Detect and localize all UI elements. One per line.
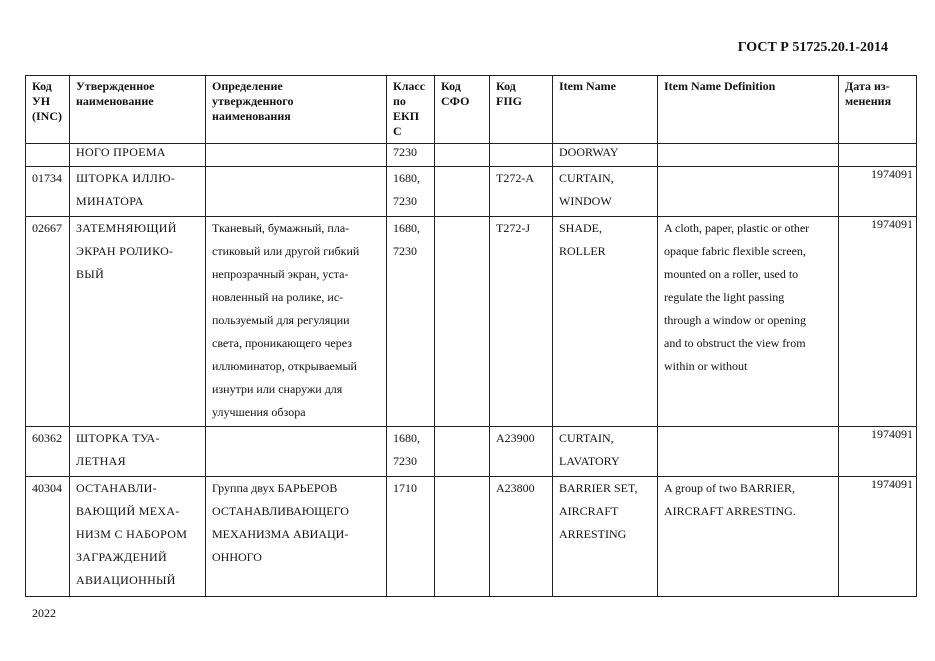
cell-line: МИНАТОРА (76, 194, 144, 208)
approved-name-cell (70, 167, 206, 217)
change-date-cell (839, 217, 917, 427)
header-item-name-definition (658, 76, 839, 144)
cell-line: непрозрачный экран, уста- (212, 267, 349, 281)
change-date-cell (839, 427, 917, 477)
definition-cell (206, 217, 387, 427)
cell-line: opaque fabric flexible screen, (664, 244, 806, 258)
cell-line: 60362 (32, 431, 62, 445)
table-row (26, 167, 917, 217)
table-row (26, 477, 917, 597)
cell-line: ВАЮЩИЙ МЕХА- (76, 504, 180, 518)
header-line: Определение (212, 79, 283, 93)
sfo-cell (435, 217, 490, 427)
header-class-ekps (387, 76, 435, 144)
header-line: Код (32, 79, 52, 93)
class-cell (387, 167, 435, 217)
cell-line: DOORWAY (559, 145, 619, 159)
cell-line: ВЫЙ (76, 267, 105, 281)
header-line: FIIG (496, 94, 523, 108)
class-cell (387, 477, 435, 597)
class-cell (387, 427, 435, 477)
cell-line: 7230 (393, 145, 417, 159)
cell-line: through a window or opening (664, 313, 806, 327)
table-body (26, 144, 917, 597)
cell-line: ЛЕТНАЯ (76, 454, 126, 468)
header-line: Item Name (559, 79, 616, 93)
header-line: менения (845, 94, 892, 108)
page-number: 2022 (32, 606, 56, 620)
cell-line: A cloth, paper, plastic or other (664, 221, 810, 235)
cell-line: ЗАГРАЖДЕНИЙ (76, 550, 167, 564)
header-line: по (393, 94, 406, 108)
fiig-cell (490, 427, 553, 477)
cell-line: 1680, (393, 171, 420, 185)
header-sfo-code (435, 76, 490, 144)
cell-line: света, проникающего через (212, 336, 352, 350)
approved-name-cell (70, 217, 206, 427)
cell-line: AIRCRAFT ARRESTING. (664, 504, 796, 518)
sfo-cell (435, 477, 490, 597)
cell-line: 40304 (32, 481, 62, 495)
header-line: Код (441, 79, 461, 93)
sfo-cell (435, 167, 490, 217)
cell-line: AIRCRAFT (559, 504, 619, 518)
item-name-cell (553, 477, 658, 597)
cell-line: 7230 (393, 194, 417, 208)
cell-line: within or without (664, 359, 748, 373)
header-line: (INC) (32, 109, 62, 123)
change-date-cell (839, 477, 917, 597)
header-change-date (839, 76, 917, 144)
item-name-cell (553, 167, 658, 217)
fiig-cell (490, 217, 553, 427)
cell-line: LAVATORY (559, 454, 620, 468)
cell-line: BARRIER SET, (559, 481, 638, 495)
fiig-cell (490, 477, 553, 597)
cell-line: изнутри или снаружи для (212, 382, 343, 396)
item-name-definition-cell (658, 144, 839, 167)
inc-cell (26, 217, 70, 427)
cell-line: АВИАЦИОННЫЙ (76, 573, 176, 587)
cell-line: ОСТАНАВЛИ- (76, 481, 157, 495)
cell-line: НИЗМ С НАБОРОМ (76, 527, 188, 541)
header-approved-name (70, 76, 206, 144)
cell-line: 1974091 (871, 427, 913, 441)
header-item-name (553, 76, 658, 144)
header-definition (206, 76, 387, 144)
cell-line: ЭКРАН РОЛИКО- (76, 244, 174, 258)
inc-cell (26, 144, 70, 167)
table-row (26, 217, 917, 427)
item-name-definition-cell (658, 167, 839, 217)
cell-line: Группа двух БАРЬЕРОВ (212, 481, 338, 495)
cell-line: ОННОГО (212, 550, 262, 564)
header-line: наименования (212, 109, 291, 123)
header-line: Код (496, 79, 516, 93)
item-name-cell (553, 217, 658, 427)
header-line: Дата из- (845, 79, 890, 93)
cell-line: A23800 (496, 481, 535, 495)
header-line: наименование (76, 94, 154, 108)
table-row (26, 144, 917, 167)
cell-line: 1680, (393, 431, 420, 445)
approved-name-cell (70, 427, 206, 477)
item-name-definition-cell (658, 217, 839, 427)
cell-line: mounted on a roller, used to (664, 267, 799, 281)
cell-line: ОСТАНАВЛИВАЮЩЕГО (212, 504, 349, 518)
header-line: Класс (393, 79, 426, 93)
header-line: Item Name Definition (664, 79, 776, 93)
cell-line: 1974091 (871, 167, 913, 181)
cell-line: WINDOW (559, 194, 612, 208)
cell-line: новленный на ролике, ис- (212, 290, 344, 304)
inc-cell (26, 477, 70, 597)
change-date-cell (839, 144, 917, 167)
sfo-cell (435, 427, 490, 477)
cell-line: 7230 (393, 454, 417, 468)
cell-line: ШТОРКА ИЛЛЮ- (76, 171, 176, 185)
cell-line: 1974091 (871, 477, 913, 491)
header-line: утвержденного (212, 94, 294, 108)
cell-line: 7230 (393, 244, 417, 258)
class-cell (387, 144, 435, 167)
change-date-cell (839, 167, 917, 217)
table-header-row (26, 76, 917, 144)
cell-line: A group of two BARRIER, (664, 481, 796, 495)
cell-line: ROLLER (559, 244, 606, 258)
sfo-cell (435, 144, 490, 167)
cell-line: 1974091 (871, 217, 913, 231)
cell-line: and to obstruct the view from (664, 336, 806, 350)
cell-line: 01734 (32, 171, 62, 185)
cell-line: A23900 (496, 431, 535, 445)
approved-name-cell (70, 477, 206, 597)
cell-line: Тканевый, бумажный, пла- (212, 221, 350, 235)
cell-line: стиковый или другой гибкий (212, 244, 360, 258)
document-code: ГОСТ Р 51725.20.1-2014 (737, 40, 888, 55)
cell-line: пользуемый для регуляции (212, 313, 350, 327)
cell-line: иллюминатор, открываемый (212, 359, 357, 373)
header-inc (26, 76, 70, 144)
cell-line: CURTAIN, (559, 431, 614, 445)
cell-line: SHADE, (559, 221, 603, 235)
header-line: УН (32, 94, 51, 108)
definition-cell (206, 477, 387, 597)
header-line: ЕКП (393, 109, 420, 123)
approved-name-cell (70, 144, 206, 167)
header-line: С (393, 124, 402, 138)
catalog-table (25, 75, 917, 597)
header-line: Утвержденное (76, 79, 155, 93)
cell-line: НОГО ПРОЕМА (76, 145, 166, 159)
cell-line: CURTAIN, (559, 171, 614, 185)
cell-line: 1710 (393, 481, 417, 495)
cell-line: МЕХАНИЗМА АВИАЦИ- (212, 527, 349, 541)
inc-cell (26, 427, 70, 477)
cell-line: улучшения обзора (212, 405, 306, 419)
item-name-cell (553, 144, 658, 167)
fiig-cell (490, 144, 553, 167)
definition-cell (206, 167, 387, 217)
cell-line: 02667 (32, 221, 62, 235)
definition-cell (206, 144, 387, 167)
item-name-definition-cell (658, 427, 839, 477)
cell-line: 1680, (393, 221, 420, 235)
cell-line: T272-A (496, 171, 534, 185)
cell-line: ЗАТЕМНЯЮЩИЙ (76, 221, 177, 235)
class-cell (387, 217, 435, 427)
item-name-definition-cell (658, 477, 839, 597)
cell-line: ШТОРКА ТУА- (76, 431, 160, 445)
header-line: СФО (441, 94, 470, 108)
cell-line: T272-J (496, 221, 530, 235)
cell-line: ARRESTING (559, 527, 627, 541)
table-row (26, 427, 917, 477)
header-fiig-code (490, 76, 553, 144)
fiig-cell (490, 167, 553, 217)
cell-line: regulate the light passing (664, 290, 785, 304)
item-name-cell (553, 427, 658, 477)
definition-cell (206, 427, 387, 477)
inc-cell (26, 167, 70, 217)
